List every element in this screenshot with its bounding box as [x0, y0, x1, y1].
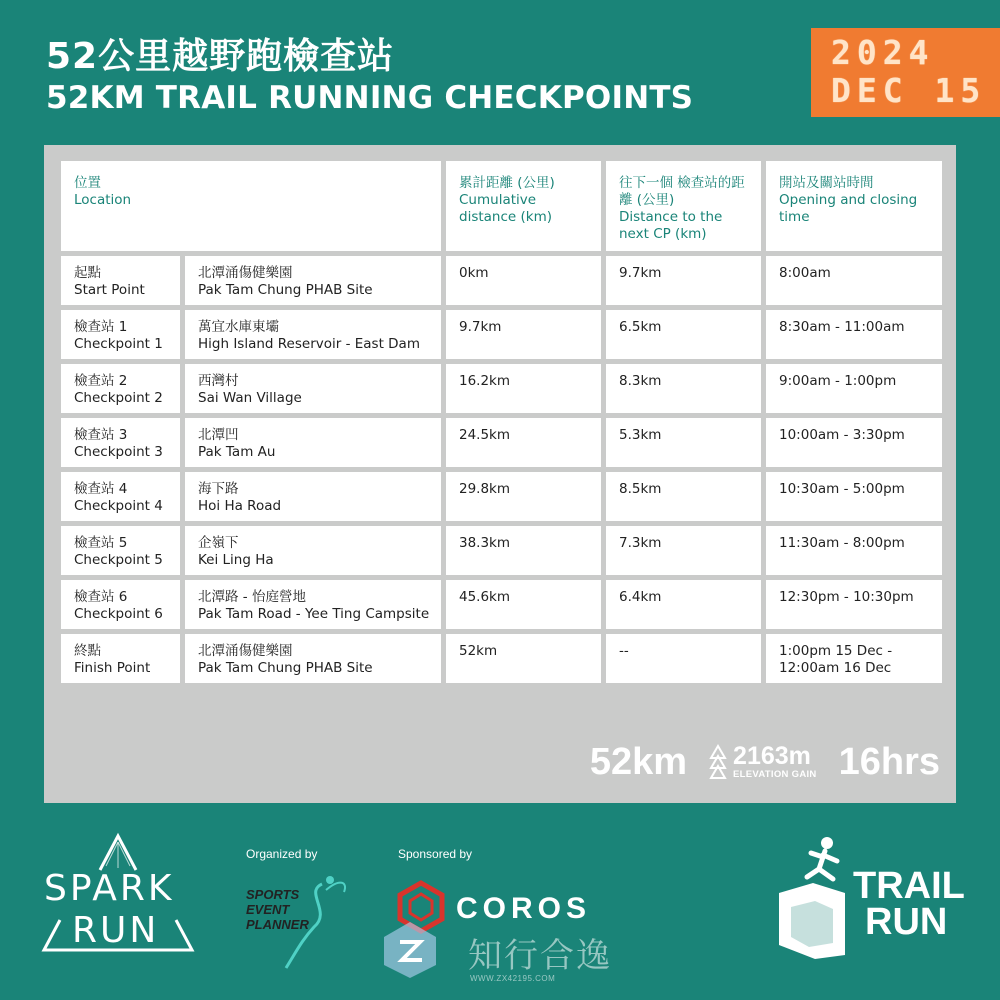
location-zh: 北潭涌傷健樂園	[198, 265, 293, 281]
location-en: Pak Tam Chung PHAB Site	[198, 660, 373, 676]
location-zh: 萬宜水庫東壩	[198, 319, 279, 335]
point-zh: 檢查站 4	[74, 481, 128, 497]
table-row	[61, 526, 942, 575]
location-cell	[185, 310, 441, 359]
sports-event-planner-logo	[244, 872, 354, 972]
cumulative-cell: 38.3km	[446, 526, 601, 575]
location-zh: 西灣村	[198, 373, 239, 389]
point-zh: 檢查站 1	[74, 319, 128, 335]
table-row	[61, 472, 942, 521]
next-cp-cell: 8.5km	[606, 472, 761, 521]
location-en: Pak Tam Road - Yee Ting Campsite	[198, 606, 430, 622]
organized-by-label: Organized by	[246, 847, 318, 861]
cumulative-cell: 45.6km	[446, 580, 601, 629]
spark-run-logo	[40, 832, 195, 957]
point-en: Finish Point	[74, 660, 151, 676]
location-en: Kei Ling Ha	[198, 552, 274, 568]
table-row	[61, 310, 942, 359]
next-cp-cell: 8.3km	[606, 364, 761, 413]
header-cumulative-en: Cumulative distance (km)	[459, 192, 552, 225]
watermark-z-icon	[380, 920, 440, 980]
location-cell	[185, 418, 441, 467]
location-zh: 海下路	[198, 481, 239, 497]
location-en: Pak Tam Au	[198, 444, 276, 460]
sep-line-3: PLANNER	[246, 917, 309, 932]
run-text: RUN	[72, 910, 160, 951]
location-cell	[185, 256, 441, 305]
time-cell: 11:30am - 8:00pm	[766, 526, 942, 575]
point-cell	[61, 526, 180, 575]
location-cell	[185, 364, 441, 413]
cumulative-cell: 52km	[446, 634, 601, 683]
table-header-row	[61, 161, 942, 251]
point-zh: 起點	[74, 265, 101, 281]
trail-run-logo	[775, 835, 965, 960]
point-en: Checkpoint 6	[74, 606, 163, 622]
race-stats	[590, 737, 940, 787]
header-location	[61, 161, 441, 251]
date-badge	[811, 28, 1000, 117]
date-year: 2024	[831, 33, 935, 72]
run-label-text: RUN	[865, 901, 948, 943]
point-cell	[61, 634, 180, 683]
time-cell: 10:30am - 5:00pm	[766, 472, 942, 521]
point-cell	[61, 580, 180, 629]
point-cell	[61, 310, 180, 359]
next-cp-cell: 6.5km	[606, 310, 761, 359]
sep-line-2: EVENT	[246, 902, 290, 917]
location-cell	[185, 526, 441, 575]
table-row	[61, 418, 942, 467]
stat-distance: 52km	[589, 740, 688, 783]
date-day: DEC 15	[831, 71, 987, 110]
stat-duration: 16hrs	[838, 740, 940, 783]
spark-text: SPARK	[44, 868, 175, 909]
watermark	[380, 920, 640, 990]
next-cp-cell: 7.3km	[606, 526, 761, 575]
header-cumulative-zh: 累計距離 (公里)	[459, 175, 555, 191]
elevation-label: ELEVATION GAIN	[733, 769, 817, 780]
point-zh: 檢查站 5	[74, 535, 128, 551]
sep-line-1: SPORTS	[246, 887, 300, 902]
time-line-2: 12:00am 16 Dec	[779, 660, 892, 676]
time-cell: 10:00am - 3:30pm	[766, 418, 942, 467]
header-next-cp-en: Distance to the next CP (km)	[619, 209, 723, 242]
cumulative-cell: 16.2km	[446, 364, 601, 413]
location-cell	[185, 472, 441, 521]
location-zh: 企嶺下	[198, 535, 239, 551]
header-next-cp-zh: 往下一個 檢查站的距離 (公里)	[619, 175, 745, 208]
point-cell	[61, 418, 180, 467]
next-cp-cell: --	[606, 634, 761, 683]
point-en: Checkpoint 5	[74, 552, 163, 568]
title-chinese: 52公里越野跑檢查站	[46, 36, 395, 77]
point-en: Checkpoint 2	[74, 390, 163, 406]
elevation-triangle-icon	[709, 744, 727, 780]
coros-text: COROS	[456, 892, 592, 925]
cumulative-cell: 24.5km	[446, 418, 601, 467]
point-cell	[61, 256, 180, 305]
location-cell	[185, 634, 441, 683]
header-time-en: Opening and closing time	[779, 192, 918, 225]
time-cell: 12:30pm - 10:30pm	[766, 580, 942, 629]
trail-text: TRAIL	[853, 865, 965, 907]
watermark-url: WWW.ZX42195.COM	[470, 974, 556, 983]
location-zh: 北潭涌傷健樂園	[198, 643, 293, 659]
header-location-zh: 位置	[74, 175, 101, 191]
point-zh: 檢查站 3	[74, 427, 128, 443]
point-cell	[61, 472, 180, 521]
stat-elevation	[709, 743, 817, 781]
next-cp-cell: 5.3km	[606, 418, 761, 467]
cumulative-cell: 0km	[446, 256, 601, 305]
point-zh: 檢查站 6	[74, 589, 128, 605]
cumulative-cell: 29.8km	[446, 472, 601, 521]
point-en: Checkpoint 1	[74, 336, 163, 352]
next-cp-cell: 6.4km	[606, 580, 761, 629]
location-zh: 北潭凹	[198, 427, 239, 443]
time-cell: 9:00am - 1:00pm	[766, 364, 942, 413]
point-cell	[61, 364, 180, 413]
time-cell: 8:00am	[766, 256, 942, 305]
sponsored-by-label: Sponsored by	[398, 847, 473, 861]
watermark-text: 知行合逸	[468, 936, 612, 976]
point-zh: 檢查站 2	[74, 373, 128, 389]
header-time	[766, 161, 942, 251]
next-cp-cell: 9.7km	[606, 256, 761, 305]
header-cumulative	[446, 161, 601, 251]
time-line-1: 1:00pm 15 Dec -	[779, 643, 893, 659]
trail-runner-icon	[775, 835, 855, 960]
point-en: Checkpoint 3	[74, 444, 163, 460]
location-zh: 北潭路 - 怡庭營地	[198, 589, 306, 605]
point-en: Checkpoint 4	[74, 498, 163, 514]
table-row	[61, 580, 942, 629]
table-row	[61, 364, 942, 413]
table-row	[61, 256, 942, 305]
time-cell: 8:30am - 11:00am	[766, 310, 942, 359]
header-location-en: Location	[74, 192, 132, 208]
time-cell	[766, 634, 942, 683]
location-en: High Island Reservoir - East Dam	[198, 336, 420, 352]
point-en: Start Point	[74, 282, 145, 298]
location-en: Hoi Ha Road	[198, 498, 282, 514]
point-zh: 終點	[74, 643, 101, 659]
header-time-zh: 開站及關站時間	[779, 175, 874, 191]
title-english: 52KM TRAIL RUNNING CHECKPOINTS	[46, 80, 694, 116]
table-row	[61, 634, 942, 683]
checkpoint-panel	[44, 145, 956, 803]
cumulative-cell: 9.7km	[446, 310, 601, 359]
header-next-cp	[606, 161, 761, 251]
location-en: Pak Tam Chung PHAB Site	[198, 282, 373, 298]
elevation-value: 2163m	[733, 742, 811, 770]
checkpoint-table	[56, 156, 947, 688]
location-en: Sai Wan Village	[198, 390, 302, 406]
location-cell	[185, 580, 441, 629]
